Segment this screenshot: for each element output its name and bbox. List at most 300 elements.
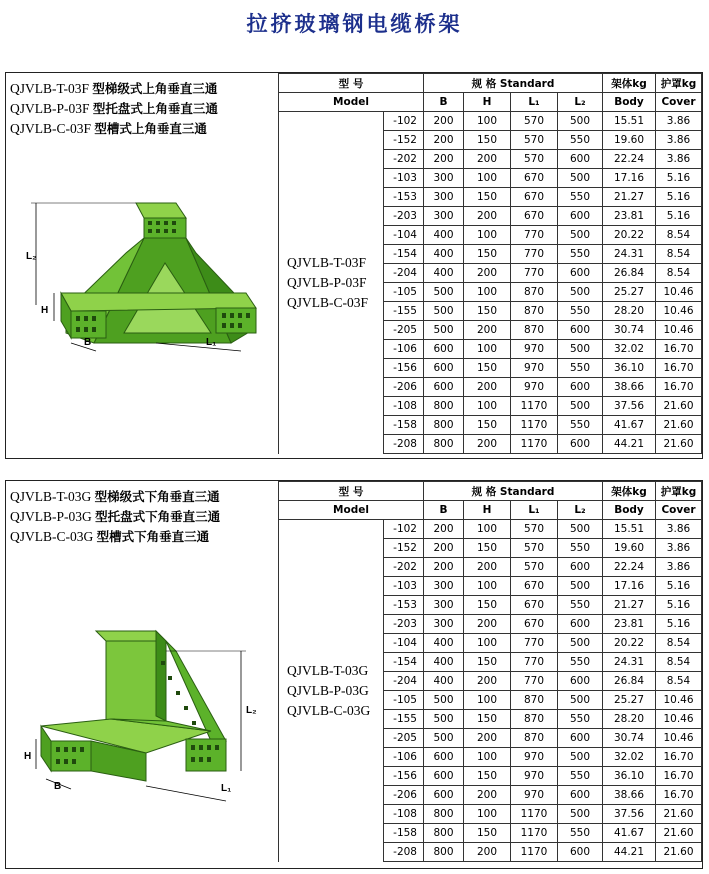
table-cell: 10.46 (656, 283, 702, 302)
header-col-l2: L₂ (558, 501, 603, 520)
table-cell: 5.16 (656, 169, 702, 188)
table-cell: 500 (424, 283, 464, 302)
table-cell: 150 (464, 539, 511, 558)
table-cell: 500 (424, 710, 464, 729)
header-cover-cn: 护罩kg (656, 74, 702, 93)
model-suffix-cell: -202 (384, 558, 424, 577)
table-cell: 870 (511, 302, 558, 321)
table-row (279, 520, 702, 539)
table-cell: 15.51 (603, 520, 656, 539)
table-cell: 770 (511, 264, 558, 283)
table-cell: 5.16 (656, 596, 702, 615)
table-cell: 100 (464, 397, 511, 416)
table-cell: 8.54 (656, 634, 702, 653)
table-cell: 200 (464, 672, 511, 691)
table-cell: 200 (464, 843, 511, 862)
table-cell: 21.27 (603, 596, 656, 615)
table-cell: 600 (558, 615, 603, 634)
table-cell: 100 (464, 169, 511, 188)
table-cell: 870 (511, 691, 558, 710)
header-model-cn: 型 号 (279, 482, 424, 501)
model-suffix-cell: -104 (384, 226, 424, 245)
diagram-label-h: H (24, 751, 32, 762)
table-cell: 600 (558, 843, 603, 862)
table-cell: 800 (424, 397, 464, 416)
header-col-l2: L₂ (558, 93, 603, 112)
table-cell: 8.54 (656, 653, 702, 672)
table-cell: 5.16 (656, 577, 702, 596)
table-cell: 500 (558, 169, 603, 188)
table-cell: 150 (464, 596, 511, 615)
table-cell: 10.46 (656, 691, 702, 710)
table-cell: 100 (464, 634, 511, 653)
table-cell: 300 (424, 188, 464, 207)
product-name-line (10, 487, 220, 507)
product-names (10, 487, 220, 547)
table-cell: 800 (424, 416, 464, 435)
page-title: 拉挤玻璃钢电缆桥架 (246, 12, 463, 36)
table-cell: 600 (424, 786, 464, 805)
product-desc: 型梯级式下角垂直三通 (94, 489, 220, 504)
table-cell: 400 (424, 226, 464, 245)
model-suffix-cell: -108 (384, 397, 424, 416)
header-cover-en: Cover (656, 93, 702, 112)
product-name-line (10, 119, 218, 139)
table-cell: 200 (464, 558, 511, 577)
table-cell: 5.16 (656, 188, 702, 207)
table-cell: 16.70 (656, 359, 702, 378)
table-cell: 22.24 (603, 150, 656, 169)
table-cell: 20.22 (603, 226, 656, 245)
table-cell: 200 (424, 112, 464, 131)
table-cell: 44.21 (603, 435, 656, 454)
table-cell: 400 (424, 672, 464, 691)
table-cell: 10.46 (656, 729, 702, 748)
product-names (10, 79, 218, 139)
product-desc: 型托盘式上角垂直三通 (92, 101, 218, 116)
model-suffix-cell: -153 (384, 188, 424, 207)
model-suffix-cell: -152 (384, 539, 424, 558)
table-row (279, 112, 702, 131)
model-suffix-cell: -154 (384, 653, 424, 672)
table-cell: 500 (424, 321, 464, 340)
table-cell: 570 (511, 558, 558, 577)
diagram-label-b: B (54, 781, 62, 792)
table-cell: 26.84 (603, 672, 656, 691)
table-cell: 17.16 (603, 577, 656, 596)
table-cell: 600 (558, 321, 603, 340)
table-cell: 21.60 (656, 397, 702, 416)
table-cell: 500 (424, 729, 464, 748)
table-cell: 600 (424, 748, 464, 767)
table-cell: 670 (511, 577, 558, 596)
table-cell: 600 (558, 729, 603, 748)
header-col-h: H (464, 501, 511, 520)
table-cell: 200 (464, 378, 511, 397)
series-code: QJVLB-C-03F (287, 294, 369, 310)
model-suffix-cell: -153 (384, 596, 424, 615)
table-cell: 600 (424, 340, 464, 359)
header-model-en: Model (279, 93, 424, 112)
table-cell: 800 (424, 805, 464, 824)
table-cell: 200 (464, 729, 511, 748)
table-cell: 500 (424, 302, 464, 321)
table-cell: 870 (511, 321, 558, 340)
table-cell: 300 (424, 169, 464, 188)
upper-tee-diagram (26, 193, 276, 353)
product-info-panel (6, 73, 278, 458)
table-cell: 550 (558, 653, 603, 672)
model-suffix-cell: -102 (384, 520, 424, 539)
product-code: QJVLB-C-03G (10, 529, 94, 544)
model-suffix-cell: -105 (384, 691, 424, 710)
header-body-cn: 架体kg (603, 74, 656, 93)
table-cell: 550 (558, 302, 603, 321)
table-cell: 3.86 (656, 558, 702, 577)
series-codes (279, 112, 384, 454)
table-cell: 600 (558, 558, 603, 577)
table-cell: 200 (424, 150, 464, 169)
section-lower-tee (5, 480, 703, 869)
table-cell: 300 (424, 615, 464, 634)
table-cell: 200 (464, 150, 511, 169)
table-cell: 600 (424, 767, 464, 786)
table-cell: 24.31 (603, 245, 656, 264)
header-cover-cn: 护罩kg (656, 482, 702, 501)
model-suffix-cell: -106 (384, 748, 424, 767)
table-cell: 500 (558, 520, 603, 539)
table-cell: 150 (464, 710, 511, 729)
table-cell: 36.10 (603, 359, 656, 378)
table-cell: 8.54 (656, 226, 702, 245)
product-name-line (10, 527, 220, 547)
table-cell: 550 (558, 245, 603, 264)
table-cell: 600 (558, 786, 603, 805)
table-cell: 200 (424, 539, 464, 558)
table-cell: 200 (464, 435, 511, 454)
table-cell: 550 (558, 767, 603, 786)
header-standard: 规 格 Standard (424, 482, 603, 501)
model-suffix-cell: -103 (384, 169, 424, 188)
table-cell: 3.86 (656, 112, 702, 131)
table-cell: 20.22 (603, 634, 656, 653)
spec-table (278, 481, 702, 862)
table-cell: 970 (511, 767, 558, 786)
model-suffix-cell: -205 (384, 729, 424, 748)
table-cell: 15.51 (603, 112, 656, 131)
table-cell: 970 (511, 340, 558, 359)
table-cell: 200 (464, 207, 511, 226)
table-cell: 500 (558, 340, 603, 359)
product-desc: 型槽式下角垂直三通 (96, 529, 210, 544)
table-cell: 770 (511, 226, 558, 245)
table-cell: 8.54 (656, 672, 702, 691)
table-cell: 570 (511, 539, 558, 558)
header-standard: 规 格 Standard (424, 74, 603, 93)
table-cell: 670 (511, 188, 558, 207)
model-suffix-cell: -158 (384, 416, 424, 435)
table-cell: 600 (558, 207, 603, 226)
table-cell: 16.70 (656, 767, 702, 786)
table-cell: 30.74 (603, 321, 656, 340)
table-cell: 100 (464, 577, 511, 596)
table-cell: 10.46 (656, 302, 702, 321)
table-cell: 600 (558, 435, 603, 454)
model-suffix-cell: -155 (384, 710, 424, 729)
table-cell: 550 (558, 596, 603, 615)
table-cell: 1170 (511, 824, 558, 843)
table-cell: 150 (464, 359, 511, 378)
table-cell: 5.16 (656, 615, 702, 634)
table-cell: 600 (558, 672, 603, 691)
product-info-panel (6, 481, 278, 868)
table-cell: 38.66 (603, 786, 656, 805)
table-cell: 41.67 (603, 416, 656, 435)
lower-tee-diagram (16, 621, 276, 821)
table-cell: 770 (511, 653, 558, 672)
table-cell: 600 (424, 378, 464, 397)
model-suffix-cell: -203 (384, 207, 424, 226)
table-cell: 570 (511, 112, 558, 131)
table-cell: 8.54 (656, 264, 702, 283)
table-cell: 100 (464, 748, 511, 767)
table-cell: 200 (424, 558, 464, 577)
table-cell: 550 (558, 188, 603, 207)
header-body-cn: 架体kg (603, 482, 656, 501)
table-cell: 570 (511, 150, 558, 169)
table-cell: 800 (424, 843, 464, 862)
table-cell: 970 (511, 378, 558, 397)
table-cell: 1170 (511, 435, 558, 454)
diagram-label-l2: L₂ (246, 705, 257, 716)
table-cell: 500 (558, 577, 603, 596)
table-cell: 670 (511, 207, 558, 226)
table-cell: 26.84 (603, 264, 656, 283)
table-cell: 300 (424, 577, 464, 596)
model-suffix-cell: -154 (384, 245, 424, 264)
header-col-b: B (424, 93, 464, 112)
header-col-l1: L₁ (511, 501, 558, 520)
table-cell: 870 (511, 729, 558, 748)
table-cell: 770 (511, 245, 558, 264)
table-cell: 3.86 (656, 539, 702, 558)
table-cell: 16.70 (656, 786, 702, 805)
series-code: QJVLB-P-03F (287, 274, 367, 290)
table-cell: 100 (464, 226, 511, 245)
model-suffix-cell: -152 (384, 131, 424, 150)
table-cell: 550 (558, 359, 603, 378)
table-cell: 300 (424, 207, 464, 226)
table-cell: 150 (464, 824, 511, 843)
table-cell: 100 (464, 520, 511, 539)
table-cell: 300 (424, 596, 464, 615)
table-cell: 670 (511, 615, 558, 634)
model-suffix-cell: -156 (384, 767, 424, 786)
table-cell: 150 (464, 767, 511, 786)
table-cell: 28.20 (603, 710, 656, 729)
model-suffix-cell: -103 (384, 577, 424, 596)
table-cell: 21.27 (603, 188, 656, 207)
table-cell: 500 (558, 634, 603, 653)
table-cell: 870 (511, 283, 558, 302)
table-cell: 16.70 (656, 378, 702, 397)
spec-table-body (279, 520, 702, 862)
model-suffix-cell: -202 (384, 150, 424, 169)
product-code: QJVLB-C-03F (10, 121, 92, 136)
diagram-label-l1: L₁ (221, 783, 232, 794)
diagram-label-b: B (84, 337, 92, 348)
product-code: QJVLB-T-03G (10, 489, 92, 504)
header-model-en: Model (279, 501, 424, 520)
table-cell: 400 (424, 264, 464, 283)
table-cell: 100 (464, 340, 511, 359)
table-cell: 3.86 (656, 150, 702, 169)
table-cell: 600 (558, 150, 603, 169)
table-cell: 32.02 (603, 340, 656, 359)
table-cell: 770 (511, 634, 558, 653)
product-name-line (10, 79, 218, 99)
table-cell: 38.66 (603, 378, 656, 397)
table-cell: 570 (511, 131, 558, 150)
table-cell: 550 (558, 416, 603, 435)
table-cell: 400 (424, 245, 464, 264)
table-cell: 1170 (511, 397, 558, 416)
table-cell: 400 (424, 653, 464, 672)
table-cell: 21.60 (656, 843, 702, 862)
table-cell: 500 (558, 226, 603, 245)
product-name-line (10, 99, 218, 119)
table-cell: 600 (558, 264, 603, 283)
table-cell: 200 (464, 786, 511, 805)
table-cell: 100 (464, 691, 511, 710)
product-code: QJVLB-T-03F (10, 81, 90, 96)
table-cell: 150 (464, 188, 511, 207)
table-cell: 16.70 (656, 340, 702, 359)
table-cell: 500 (558, 691, 603, 710)
diagram-label-l1: L₁ (206, 337, 217, 348)
model-suffix-cell: -108 (384, 805, 424, 824)
table-cell: 24.31 (603, 653, 656, 672)
series-code: QJVLB-T-03G (287, 662, 369, 678)
table-cell: 970 (511, 359, 558, 378)
header-body-en: Body (603, 501, 656, 520)
model-suffix-cell: -102 (384, 112, 424, 131)
table-cell: 25.27 (603, 283, 656, 302)
table-cell: 670 (511, 169, 558, 188)
section-upper-tee (5, 72, 703, 459)
series-code: QJVLB-T-03F (287, 254, 367, 270)
table-cell: 44.21 (603, 843, 656, 862)
table-cell: 150 (464, 302, 511, 321)
table-cell: 1170 (511, 416, 558, 435)
series-code: QJVLB-P-03G (287, 682, 369, 698)
table-cell: 870 (511, 710, 558, 729)
table-cell: 3.86 (656, 131, 702, 150)
series-code: QJVLB-C-03G (287, 702, 371, 718)
table-cell: 150 (464, 131, 511, 150)
table-cell: 200 (424, 131, 464, 150)
table-cell: 16.70 (656, 748, 702, 767)
product-desc: 型槽式上角垂直三通 (94, 121, 207, 136)
table-cell: 500 (558, 397, 603, 416)
table-cell: 23.81 (603, 207, 656, 226)
model-suffix-cell: -204 (384, 264, 424, 283)
table-cell: 19.60 (603, 131, 656, 150)
table-cell: 8.54 (656, 245, 702, 264)
table-cell: 200 (424, 520, 464, 539)
header-col-h: H (464, 93, 511, 112)
table-cell: 25.27 (603, 691, 656, 710)
product-name-line (10, 507, 220, 527)
table-cell: 600 (558, 378, 603, 397)
table-cell: 17.16 (603, 169, 656, 188)
table-cell: 970 (511, 786, 558, 805)
table-cell: 100 (464, 112, 511, 131)
table-cell: 600 (424, 359, 464, 378)
model-suffix-cell: -104 (384, 634, 424, 653)
table-cell: 500 (558, 748, 603, 767)
table-cell: 800 (424, 435, 464, 454)
product-desc: 型托盘式下角垂直三通 (95, 509, 221, 524)
diagram-label-h: H (41, 305, 49, 316)
model-suffix-cell: -206 (384, 378, 424, 397)
model-suffix-cell: -105 (384, 283, 424, 302)
table-cell: 21.60 (656, 435, 702, 454)
model-suffix-cell: -208 (384, 843, 424, 862)
spec-table-body (279, 112, 702, 454)
table-cell: 550 (558, 539, 603, 558)
table-cell: 10.46 (656, 321, 702, 340)
model-suffix-cell: -158 (384, 824, 424, 843)
table-cell: 21.60 (656, 824, 702, 843)
table-cell: 23.81 (603, 615, 656, 634)
model-suffix-cell: -156 (384, 359, 424, 378)
table-cell: 500 (558, 805, 603, 824)
table-cell: 550 (558, 710, 603, 729)
table-cell: 500 (424, 691, 464, 710)
model-suffix-cell: -208 (384, 435, 424, 454)
product-code: QJVLB-P-03G (10, 509, 92, 524)
table-cell: 30.74 (603, 729, 656, 748)
table-cell: 21.60 (656, 416, 702, 435)
table-cell: 150 (464, 653, 511, 672)
table-cell: 200 (464, 321, 511, 340)
table-cell: 22.24 (603, 558, 656, 577)
table-cell: 19.60 (603, 539, 656, 558)
table-cell: 100 (464, 805, 511, 824)
diagram-label-l2: L₂ (26, 251, 37, 262)
spec-table (278, 73, 702, 454)
table-cell: 21.60 (656, 805, 702, 824)
table-cell: 570 (511, 520, 558, 539)
table-cell: 670 (511, 596, 558, 615)
table-cell: 150 (464, 416, 511, 435)
product-code: QJVLB-P-03F (10, 101, 90, 116)
table-cell: 1170 (511, 843, 558, 862)
model-suffix-cell: -106 (384, 340, 424, 359)
table-cell: 28.20 (603, 302, 656, 321)
model-suffix-cell: -155 (384, 302, 424, 321)
header-col-b: B (424, 501, 464, 520)
table-cell: 100 (464, 283, 511, 302)
table-cell: 150 (464, 245, 511, 264)
table-cell: 770 (511, 672, 558, 691)
header-col-l1: L₁ (511, 93, 558, 112)
table-cell: 550 (558, 131, 603, 150)
table-cell: 400 (424, 634, 464, 653)
header-body-en: Body (603, 93, 656, 112)
table-cell: 37.56 (603, 397, 656, 416)
